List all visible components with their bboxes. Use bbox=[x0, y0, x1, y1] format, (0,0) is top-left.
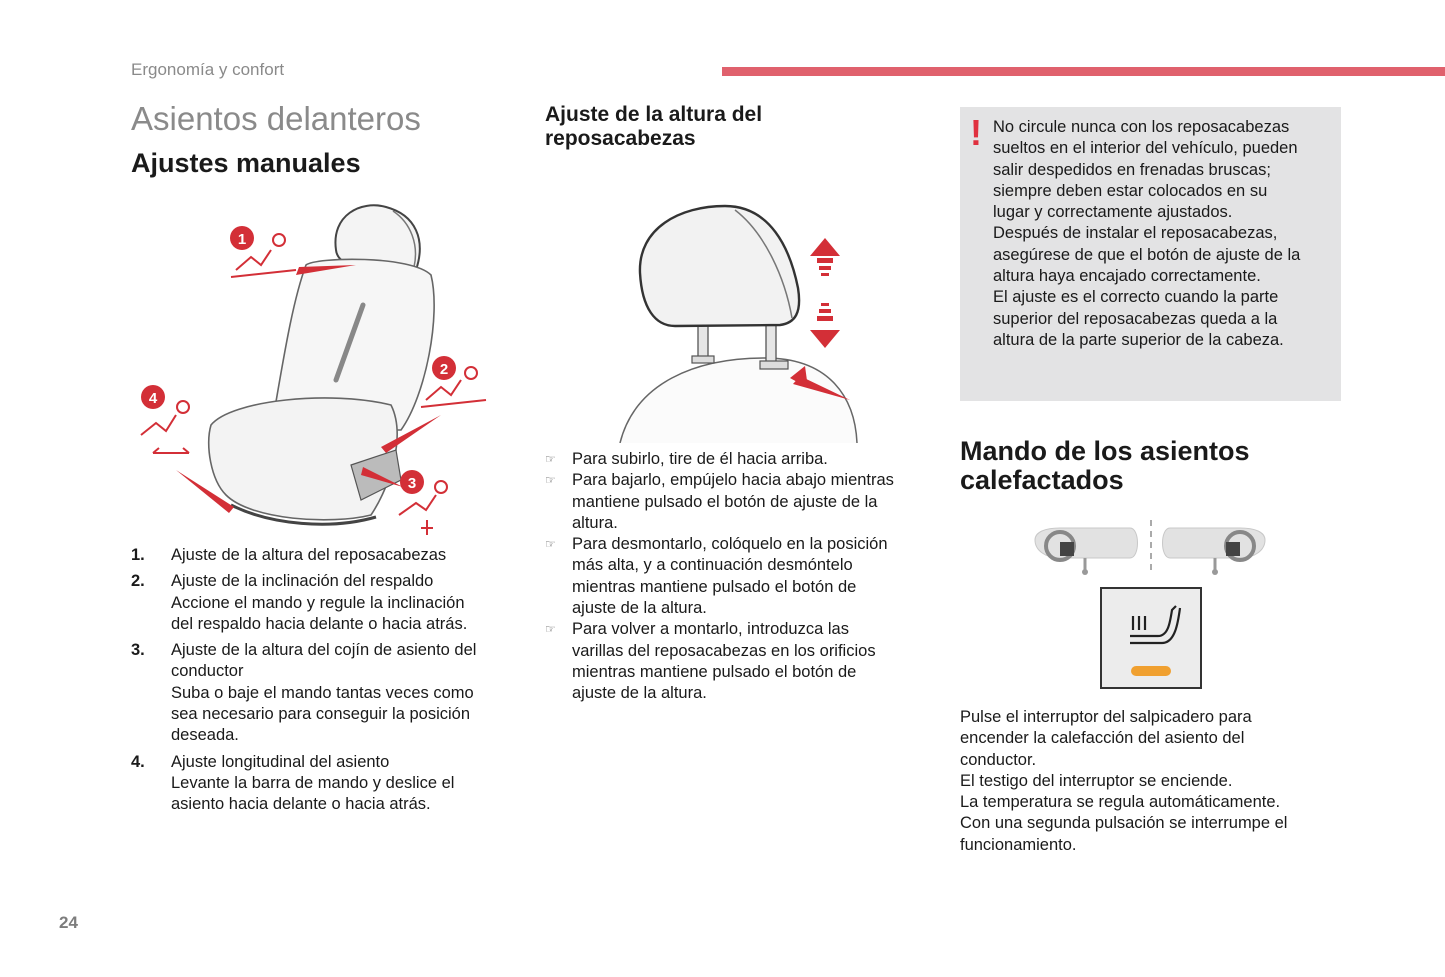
heated-seats-description: Pulse el interruptor del salpicadero para encender la calefacción del asiento del conductor. El testigo del interruptor se enciende. La temperatura se regula automáticamente. Con una segunda pulsación se interrumpe el funcionamiento. bbox=[960, 708, 1288, 854]
left-hand-drive-icon bbox=[1035, 528, 1138, 575]
callout-1-label: 1 bbox=[237, 231, 247, 248]
item-number: 1. bbox=[131, 546, 145, 564]
callout-1-marker bbox=[230, 226, 254, 250]
header-accent-bar bbox=[722, 67, 1445, 76]
callout-4-label: 4 bbox=[148, 390, 158, 407]
pointing-hand-icon: ☞ bbox=[545, 622, 556, 637]
list-item: ☞ Para volver a montarlo, introduzca las varillas del reposacabezas en los orificios mientras mantiene pulsado el botón de ajuste de la altura. bbox=[545, 620, 876, 703]
headrest-figure bbox=[600, 198, 870, 443]
section-title-headrest: Ajuste de la altura del reposacabezas bbox=[545, 103, 763, 150]
pointing-hand-icon: ☞ bbox=[545, 473, 556, 488]
section-title-manual: Ajustes manuales bbox=[131, 148, 361, 178]
callout-2-marker bbox=[432, 356, 456, 380]
heated-seat-switch-button bbox=[1101, 588, 1201, 688]
pictogram-longitudinal-icon bbox=[141, 401, 189, 453]
up-down-arrow-icon bbox=[810, 238, 840, 348]
list-item: 2. Ajuste de la inclinación del respaldo Accione el mando y regule la inclinación del respaldo hacia delante o hacia atrás. bbox=[131, 572, 468, 633]
item-number: 4. bbox=[131, 752, 145, 771]
warning-icon: ! bbox=[970, 112, 982, 153]
warning-text: No circule nunca con los reposacabezas sueltos en el interior del vehículo, pueden salir despedidos en frenadas bruscas; siempre deben estar colocados en su lugar y correctamente ajustados. Después de instalar el reposacabezas, asegúrese de que el botón de ajuste de la altura haya encajado correctamente. El ajuste es el correcto cuando la parte superior del reposacabezas queda a la altura de la parte superior de la cabeza. bbox=[993, 118, 1301, 349]
list-item: 4. Ajuste longitudinal del asiento Levante la barra de mando y deslice el asiento hacia delante o hacia atrás. bbox=[131, 752, 455, 814]
callout-2-label: 2 bbox=[439, 361, 449, 378]
manual-adjustments-list bbox=[131, 545, 511, 821]
page-number: 24 bbox=[59, 913, 78, 932]
list-item: 3. Ajuste de la altura del cojín de asiento del conductor Suba o baje el mando tantas veces como sea necesario para conseguir la posición deseada. bbox=[131, 641, 477, 745]
section-title-heated-seats: Mando de los asientos calefactados bbox=[960, 436, 1250, 495]
indicator-light bbox=[1131, 666, 1171, 676]
page-title: Asientos delanteros bbox=[131, 100, 421, 137]
pointing-hand-icon: ☞ bbox=[545, 452, 556, 466]
item-number: 3. bbox=[131, 641, 145, 660]
seat-adjustment-figure bbox=[131, 195, 511, 540]
section-label: Ergonomía y confort bbox=[131, 60, 285, 79]
list-item: 1. Ajuste de la altura del reposacabezas bbox=[131, 545, 511, 566]
callout-3-marker bbox=[400, 470, 424, 494]
list-item: ☞ Para bajarlo, empújelo hacia abajo mientras mantiene pulsado el botón de ajuste de la altura. bbox=[545, 471, 894, 532]
item-number: 2. bbox=[131, 572, 145, 591]
pointing-hand-icon: ☞ bbox=[545, 537, 556, 552]
callout-3-label: 3 bbox=[407, 475, 417, 492]
headrest-instructions-list bbox=[545, 449, 930, 705]
callout-4-marker bbox=[141, 385, 165, 409]
heated-seat-switch-figure bbox=[1030, 518, 1270, 693]
list-item: ☞ Para desmontarlo, colóquelo en la posición más alta, y a continuación desmóntelo mientras mantiene pulsado el botón de ajuste de la altura. bbox=[545, 535, 888, 618]
right-hand-drive-icon bbox=[1163, 528, 1266, 575]
list-item: ☞ Para subirlo, tire de él hacia arriba. bbox=[545, 449, 930, 470]
